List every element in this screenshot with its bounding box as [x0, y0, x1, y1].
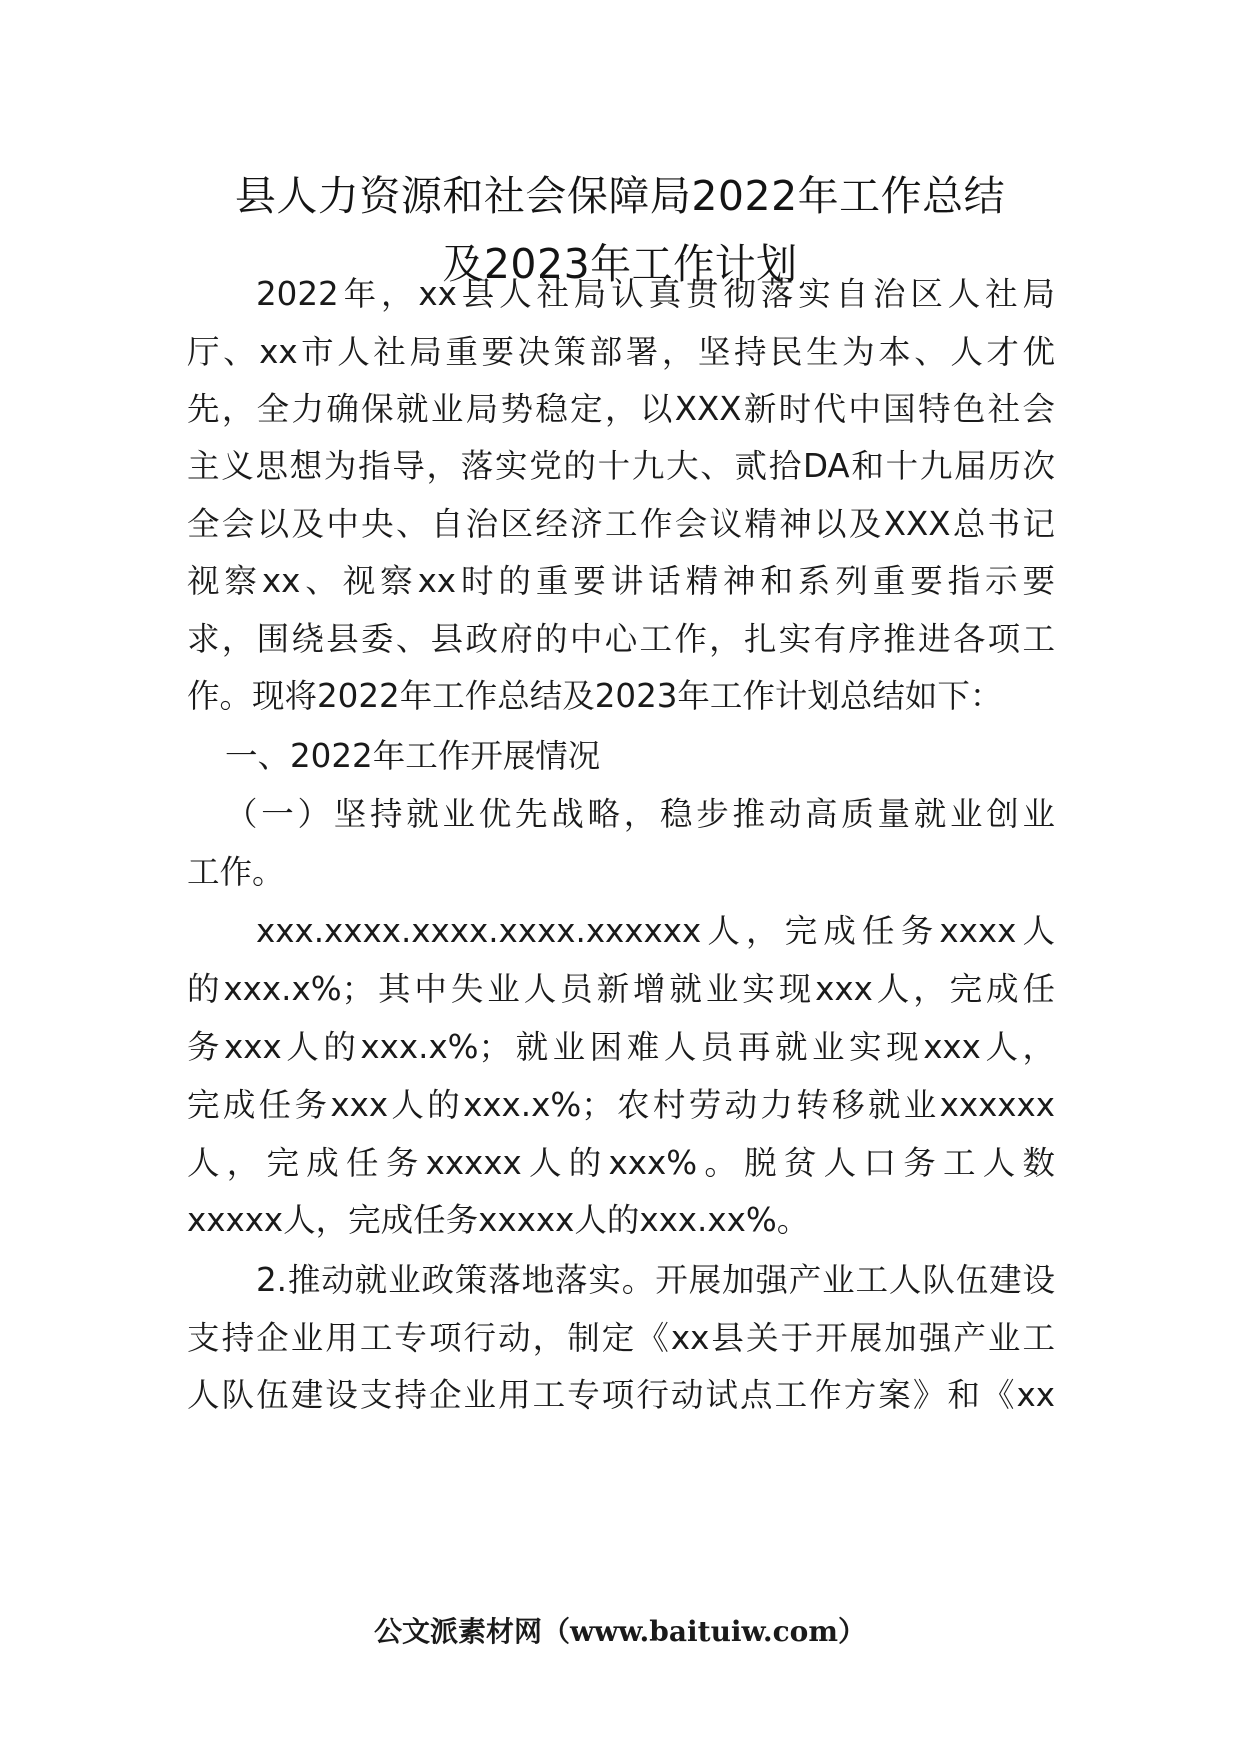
- body-line: xxx.xxxx.xxxx.xxxx.xxxxxx人，完成任务xxxx人: [256, 912, 1055, 950]
- document-title-line-2: 及2023年工作计划: [442, 240, 798, 288]
- body-line: 全会以及中央、自治区经济工作会议精神以及XXX总书记: [187, 505, 1055, 543]
- body-line: 求，围绕县委、县政府的中心工作，扎实有序推进各项工: [187, 620, 1055, 658]
- body-line: 的xxx.x%；其中失业人员新增就业实现xxx人，完成任: [187, 970, 1055, 1008]
- section-heading: 一、2022年工作开展情况: [225, 737, 601, 775]
- subsection-heading: （一）坚持就业优先战略，稳步推动高质量就业创业: [225, 795, 1055, 833]
- body-line: 厅、xx市人社局重要决策部署，坚持民生为本、人才优: [187, 333, 1055, 371]
- body-line: 主义思想为指导，落实党的十九大、贰拾DA和十九届历次: [187, 447, 1055, 485]
- body-line: 视察xx、视察xx时的重要讲话精神和系列重要指示要: [187, 562, 1055, 600]
- body-line: 2.推动就业政策落地落实。开展加强产业工人队伍建设: [256, 1261, 1055, 1299]
- footer-watermark: 公文派素材网（www.baituiw.com）: [374, 1615, 866, 1648]
- body-line: xxxxx人，完成任务xxxxx人的xxx.xx%。: [187, 1201, 810, 1239]
- body-line: 2022年，xx县人社局认真贯彻落实自治区人社局: [256, 275, 1055, 313]
- body-line: 作。现将2022年工作总结及2023年工作计划总结如下：: [187, 677, 1003, 715]
- body-line: 务xxx人的xxx.x%；就业困难人员再就业实现xxx人，: [187, 1028, 1055, 1066]
- body-line: 支持企业用工专项行动，制定《xx县关于开展加强产业工: [187, 1319, 1055, 1357]
- body-line: 人队伍建设支持企业用工专项行动试点工作方案》和《xx: [187, 1376, 1055, 1414]
- document-title-line-1: 县人力资源和社会保障局2022年工作总结: [234, 172, 1006, 220]
- body-line: 人，完成任务xxxxx人的xxx%。脱贫人口务工人数: [187, 1144, 1055, 1182]
- subsection-heading-cont: 工作。: [187, 853, 285, 891]
- body-line: 先，全力确保就业局势稳定，以XXX新时代中国特色社会: [187, 390, 1055, 428]
- body-line: 完成任务xxx人的xxx.x%；农村劳动力转移就业xxxxxx: [187, 1086, 1055, 1124]
